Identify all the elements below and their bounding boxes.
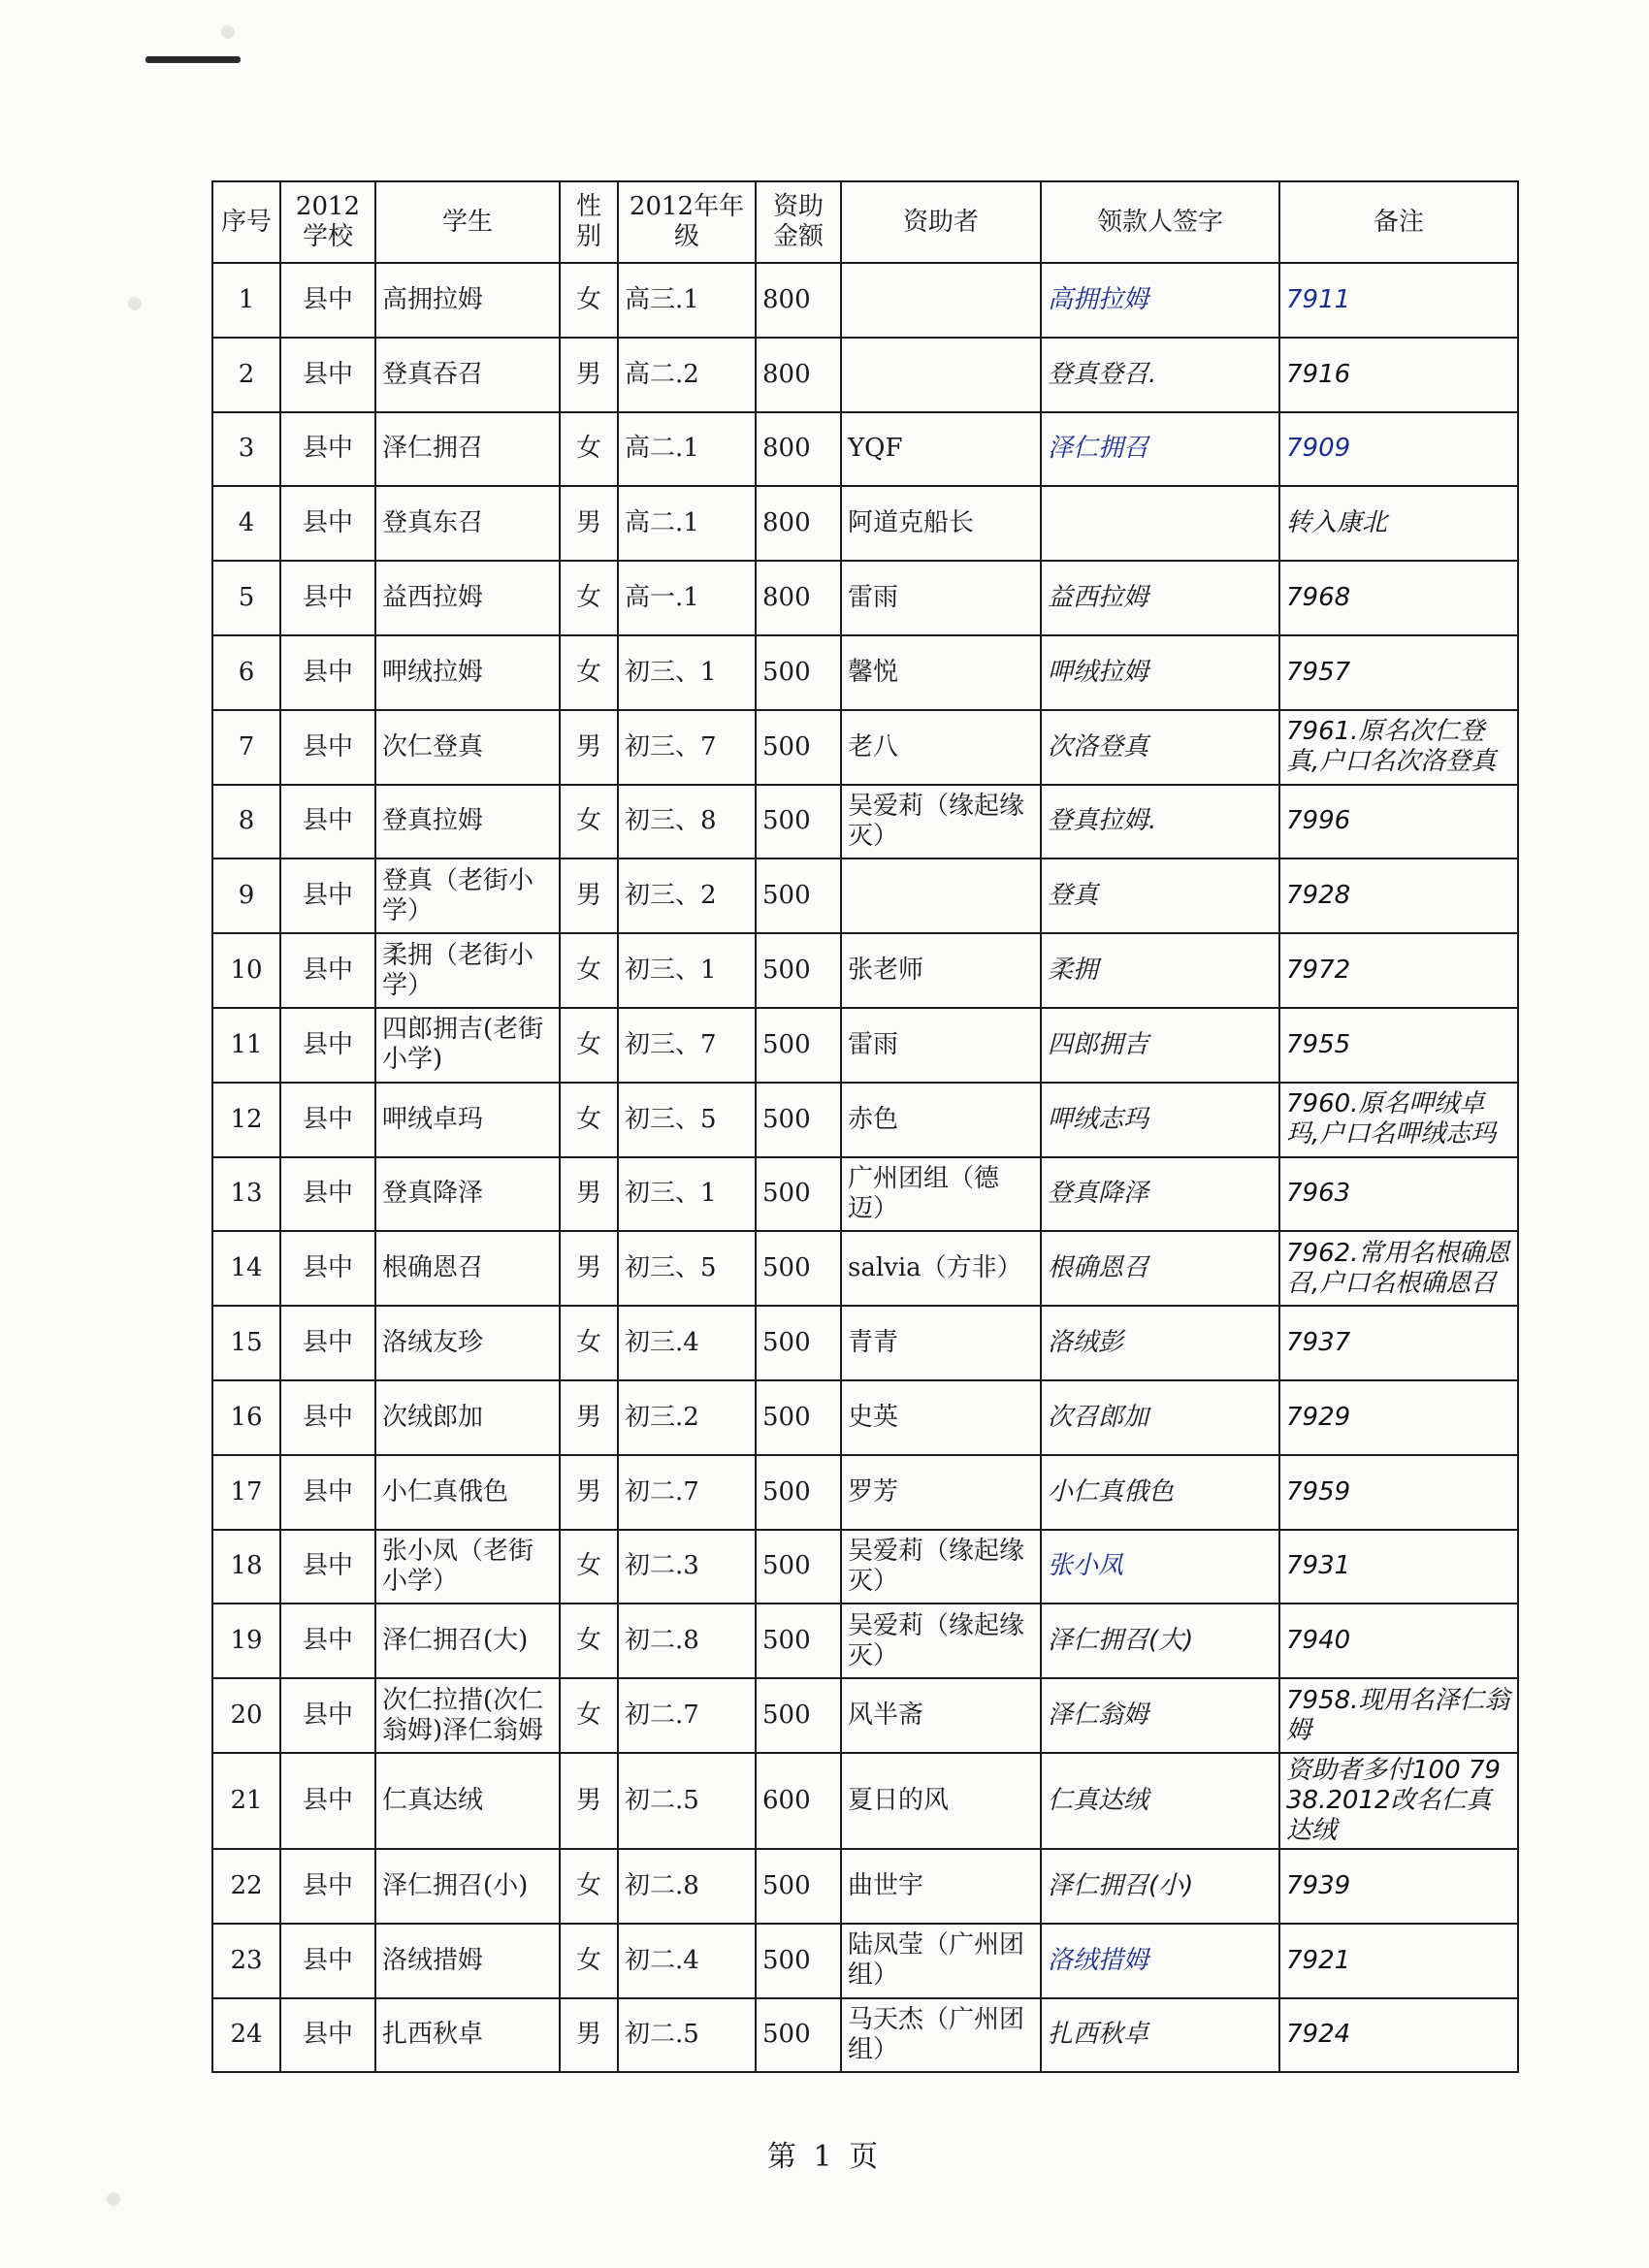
note-cell: 7960.原名呷绒卓玛,户口名呷绒志玛 [1279,1083,1518,1157]
student-name-cell: 益西拉姆 [375,561,560,635]
header-signature: 领款人签字 [1041,181,1279,263]
punch-hole [128,297,142,310]
note-cell: 7921 [1279,1924,1518,1998]
student-name-cell: 四郎拥吉(老街小学) [375,1008,560,1083]
sponsor-cell: 史英 [841,1380,1041,1455]
amount-cell: 500 [756,1604,841,1678]
student-name-cell: 扎西秋卓 [375,1998,560,2073]
student-name-cell: 仁真达绒 [375,1753,560,1849]
school-cell: 县中 [280,263,375,338]
note-cell: 7937 [1279,1306,1518,1380]
student-name-cell: 根确恩召 [375,1231,560,1306]
sponsor-cell: 曲世宇 [841,1849,1041,1924]
grade-cell: 初二.7 [618,1678,756,1753]
table-row [212,561,1518,635]
table-row [212,263,1518,338]
sponsor-cell: salvia（方非） [841,1231,1041,1306]
gender-cell: 男 [560,859,618,933]
grade-cell: 初二.8 [618,1849,756,1924]
sponsor-cell: 陆凤莹（广州团组） [841,1924,1041,1998]
punch-hole [107,2192,120,2206]
grade-cell: 初二.4 [618,1924,756,1998]
row-number: 1 [212,263,280,338]
header-no: 序号 [212,181,280,263]
school-cell: 县中 [280,1083,375,1157]
amount-cell: 800 [756,263,841,338]
student-name-cell: 泽仁拥召(小) [375,1849,560,1924]
row-number: 24 [212,1998,280,2073]
sponsor-cell: 风半斋 [841,1678,1041,1753]
sponsor-cell [841,859,1041,933]
gender-cell: 男 [560,1998,618,2073]
amount-cell: 800 [756,412,841,487]
row-number: 23 [212,1924,280,1998]
row-number: 12 [212,1083,280,1157]
student-name-cell: 小仁真俄色 [375,1455,560,1530]
student-name-cell: 次绒郎加 [375,1380,560,1455]
grade-cell: 高二.1 [618,412,756,487]
row-number: 17 [212,1455,280,1530]
school-cell: 县中 [280,561,375,635]
signature-cell: 次召郎加 [1041,1380,1279,1455]
sponsor-cell: YQF [841,412,1041,487]
signature-cell: 次洛登真 [1041,710,1279,785]
sponsor-cell: 青青 [841,1306,1041,1380]
grade-cell: 初三、2 [618,859,756,933]
sponsor-cell: 阿道克船长 [841,486,1041,561]
amount-cell: 500 [756,785,841,859]
grade-cell: 高三.1 [618,263,756,338]
student-name-cell: 张小凤（老街小学） [375,1530,560,1604]
school-cell: 县中 [280,1380,375,1455]
note-cell: 7928 [1279,859,1518,933]
row-number: 16 [212,1380,280,1455]
amount-cell: 500 [756,1157,841,1232]
grade-cell: 初三.4 [618,1306,756,1380]
signature-cell: 仁真达绒 [1041,1753,1279,1849]
amount-cell: 500 [756,933,841,1008]
grade-cell: 初三、1 [618,1157,756,1232]
school-cell: 县中 [280,1530,375,1604]
roster-body [212,263,1518,2072]
row-number: 18 [212,1530,280,1604]
gender-cell: 男 [560,1157,618,1232]
sponsor-cell: 馨悦 [841,635,1041,710]
grade-cell: 高二.1 [618,486,756,561]
table-row [212,859,1518,933]
header-gender: 性别 [560,181,618,263]
row-number: 10 [212,933,280,1008]
table-row [212,1998,1518,2073]
school-cell: 县中 [280,635,375,710]
grade-cell: 高二.2 [618,338,756,412]
student-name-cell: 呷绒拉姆 [375,635,560,710]
grade-cell: 初三、1 [618,635,756,710]
signature-cell: 小仁真俄色 [1041,1455,1279,1530]
table-row [212,1157,1518,1232]
table-row [212,486,1518,561]
signature-cell: 泽仁拥召 [1041,412,1279,487]
gender-cell: 男 [560,710,618,785]
table-row [212,1008,1518,1083]
signature-cell: 呷绒志玛 [1041,1083,1279,1157]
signature-cell: 益西拉姆 [1041,561,1279,635]
note-cell: 7911 [1279,263,1518,338]
table-row [212,412,1518,487]
punch-hole [221,25,235,39]
row-number: 20 [212,1678,280,1753]
gender-cell: 男 [560,1380,618,1455]
gender-cell: 女 [560,1678,618,1753]
row-number: 19 [212,1604,280,1678]
table-row [212,1678,1518,1753]
gender-cell: 女 [560,1530,618,1604]
note-cell: 7968 [1279,561,1518,635]
amount-cell: 500 [756,1083,841,1157]
sponsorship-roster-table [211,180,1519,2073]
note-cell: 7931 [1279,1530,1518,1604]
signature-cell: 泽仁拥召(小) [1041,1849,1279,1924]
student-name-cell: 泽仁拥召(大) [375,1604,560,1678]
amount-cell: 500 [756,1530,841,1604]
amount-cell: 800 [756,486,841,561]
note-cell: 7996 [1279,785,1518,859]
row-number: 4 [212,486,280,561]
header-sponsor: 资助者 [841,181,1041,263]
signature-cell: 四郎拥吉 [1041,1008,1279,1083]
gender-cell: 女 [560,1306,618,1380]
signature-cell: 登真降泽 [1041,1157,1279,1232]
header-grade: 2012年年级 [618,181,756,263]
school-cell: 县中 [280,1998,375,2073]
note-cell: 转入康北 [1279,486,1518,561]
row-number: 8 [212,785,280,859]
grade-cell: 初二.8 [618,1604,756,1678]
sponsor-cell: 雷雨 [841,1008,1041,1083]
amount-cell: 500 [756,1849,841,1924]
signature-cell: 泽仁拥召(大) [1041,1604,1279,1678]
table-row [212,933,1518,1008]
gender-cell: 男 [560,1231,618,1306]
row-number: 7 [212,710,280,785]
table-row [212,1530,1518,1604]
note-cell: 7909 [1279,412,1518,487]
note-cell: 7959 [1279,1455,1518,1530]
sponsor-cell: 罗芳 [841,1455,1041,1530]
grade-cell: 初二.5 [618,1998,756,2073]
student-name-cell: 次仁登真 [375,710,560,785]
header-school: 2012学校 [280,181,375,263]
signature-cell: 根确恩召 [1041,1231,1279,1306]
sponsor-cell: 老八 [841,710,1041,785]
school-cell: 县中 [280,1008,375,1083]
school-cell: 县中 [280,1306,375,1380]
table-row [212,710,1518,785]
sponsor-cell [841,338,1041,412]
note-cell: 7957 [1279,635,1518,710]
note-cell: 7972 [1279,933,1518,1008]
table-row [212,1083,1518,1157]
student-name-cell: 登真降泽 [375,1157,560,1232]
sponsor-cell: 吴爱莉（缘起缘灭） [841,1604,1041,1678]
sponsor-cell: 雷雨 [841,561,1041,635]
row-number: 6 [212,635,280,710]
signature-cell: 洛绒彭 [1041,1306,1279,1380]
signature-cell: 高拥拉姆 [1041,263,1279,338]
signature-cell: 登真 [1041,859,1279,933]
table-row [212,338,1518,412]
grade-cell: 初三、7 [618,710,756,785]
sponsor-cell: 吴爱莉（缘起缘灭） [841,785,1041,859]
page-number: 第 1 页 [766,2140,883,2174]
school-cell: 县中 [280,1231,375,1306]
row-number: 13 [212,1157,280,1232]
gender-cell: 男 [560,338,618,412]
header-row [212,181,1518,263]
gender-cell: 女 [560,635,618,710]
grade-cell: 初三、5 [618,1231,756,1306]
grade-cell: 初三.2 [618,1380,756,1455]
student-name-cell: 登真拉姆 [375,785,560,859]
sponsor-cell: 广州团组（德迈） [841,1157,1041,1232]
sponsor-cell: 赤色 [841,1083,1041,1157]
header-amount: 资助金额 [756,181,841,263]
student-name-cell: 洛绒友珍 [375,1306,560,1380]
row-number: 14 [212,1231,280,1306]
signature-cell [1041,486,1279,561]
amount-cell: 500 [756,1678,841,1753]
table-row [212,635,1518,710]
note-cell: 7958.现用名泽仁翁姆 [1279,1678,1518,1753]
amount-cell: 500 [756,859,841,933]
amount-cell: 500 [756,1380,841,1455]
note-cell: 资助者多付100 7938.2012改名仁真达绒 [1279,1753,1518,1849]
gender-cell: 女 [560,412,618,487]
gender-cell: 男 [560,486,618,561]
school-cell: 县中 [280,1455,375,1530]
student-name-cell: 登真东召 [375,486,560,561]
school-cell: 县中 [280,859,375,933]
gender-cell: 男 [560,1455,618,1530]
grade-cell: 初二.3 [618,1530,756,1604]
school-cell: 县中 [280,1157,375,1232]
gender-cell: 女 [560,1008,618,1083]
student-name-cell: 登真（老街小学） [375,859,560,933]
row-number: 21 [212,1753,280,1849]
amount-cell: 500 [756,1231,841,1306]
amount-cell: 500 [756,1924,841,1998]
table-row [212,1380,1518,1455]
signature-cell: 登真登召. [1041,338,1279,412]
row-number: 5 [212,561,280,635]
table-row [212,1849,1518,1924]
note-cell: 7940 [1279,1604,1518,1678]
amount-cell: 500 [756,635,841,710]
table-row [212,1231,1518,1306]
student-name-cell: 泽仁拥召 [375,412,560,487]
note-cell: 7963 [1279,1157,1518,1232]
school-cell: 县中 [280,1753,375,1849]
signature-cell: 张小凤 [1041,1530,1279,1604]
gender-cell: 女 [560,1924,618,1998]
amount-cell: 800 [756,338,841,412]
note-cell: 7962.常用名根确恩召,户口名根确恩召 [1279,1231,1518,1306]
gender-cell: 女 [560,933,618,1008]
table-row [212,1924,1518,1998]
school-cell: 县中 [280,1678,375,1753]
sponsor-cell: 吴爱莉（缘起缘灭） [841,1530,1041,1604]
gender-cell: 女 [560,263,618,338]
note-cell: 7961.原名次仁登真,户口名次洛登真 [1279,710,1518,785]
signature-cell: 呷绒拉姆 [1041,635,1279,710]
sponsor-cell: 张老师 [841,933,1041,1008]
note-cell: 7939 [1279,1849,1518,1924]
row-number: 2 [212,338,280,412]
grade-cell: 初三、7 [618,1008,756,1083]
row-number: 15 [212,1306,280,1380]
student-name-cell: 呷绒卓玛 [375,1083,560,1157]
sponsor-cell: 马天杰（广州团组） [841,1998,1041,2073]
school-cell: 县中 [280,1924,375,1998]
note-cell: 7916 [1279,338,1518,412]
grade-cell: 初二.5 [618,1753,756,1849]
grade-cell: 初三、1 [618,933,756,1008]
note-cell: 7955 [1279,1008,1518,1083]
amount-cell: 600 [756,1753,841,1849]
amount-cell: 500 [756,1998,841,2073]
school-cell: 县中 [280,710,375,785]
school-cell: 县中 [280,1604,375,1678]
sponsor-cell [841,263,1041,338]
student-name-cell: 洛绒措姆 [375,1924,560,1998]
gender-cell: 女 [560,561,618,635]
header-note: 备注 [1279,181,1518,263]
grade-cell: 初二.7 [618,1455,756,1530]
sponsor-cell: 夏日的风 [841,1753,1041,1849]
row-number: 9 [212,859,280,933]
gender-cell: 男 [560,1753,618,1849]
table-row [212,1306,1518,1380]
student-name-cell: 高拥拉姆 [375,263,560,338]
amount-cell: 800 [756,561,841,635]
note-cell: 7924 [1279,1998,1518,2073]
note-cell: 7929 [1279,1380,1518,1455]
gender-cell: 女 [560,1849,618,1924]
staple [146,56,241,63]
signature-cell: 洛绒措姆 [1041,1924,1279,1998]
school-cell: 县中 [280,412,375,487]
student-name-cell: 登真吞召 [375,338,560,412]
amount-cell: 500 [756,1306,841,1380]
signature-cell: 扎西秋卓 [1041,1998,1279,2073]
header-student: 学生 [375,181,560,263]
gender-cell: 女 [560,785,618,859]
signature-cell: 泽仁翁姆 [1041,1678,1279,1753]
amount-cell: 500 [756,1008,841,1083]
grade-cell: 初三、5 [618,1083,756,1157]
school-cell: 县中 [280,785,375,859]
gender-cell: 女 [560,1083,618,1157]
gender-cell: 女 [560,1604,618,1678]
school-cell: 县中 [280,933,375,1008]
student-name-cell: 次仁拉措(次仁翁姆)泽仁翁姆 [375,1678,560,1753]
school-cell: 县中 [280,1849,375,1924]
grade-cell: 初三、8 [618,785,756,859]
amount-cell: 500 [756,710,841,785]
row-number: 3 [212,412,280,487]
table-row [212,1604,1518,1678]
row-number: 11 [212,1008,280,1083]
school-cell: 县中 [280,486,375,561]
grade-cell: 高一.1 [618,561,756,635]
table-row [212,1753,1518,1849]
table-row [212,785,1518,859]
school-cell: 县中 [280,338,375,412]
student-name-cell: 柔拥（老街小学） [375,933,560,1008]
signature-cell: 登真拉姆. [1041,785,1279,859]
table-row [212,1455,1518,1530]
amount-cell: 500 [756,1455,841,1530]
row-number: 22 [212,1849,280,1924]
signature-cell: 柔拥 [1041,933,1279,1008]
